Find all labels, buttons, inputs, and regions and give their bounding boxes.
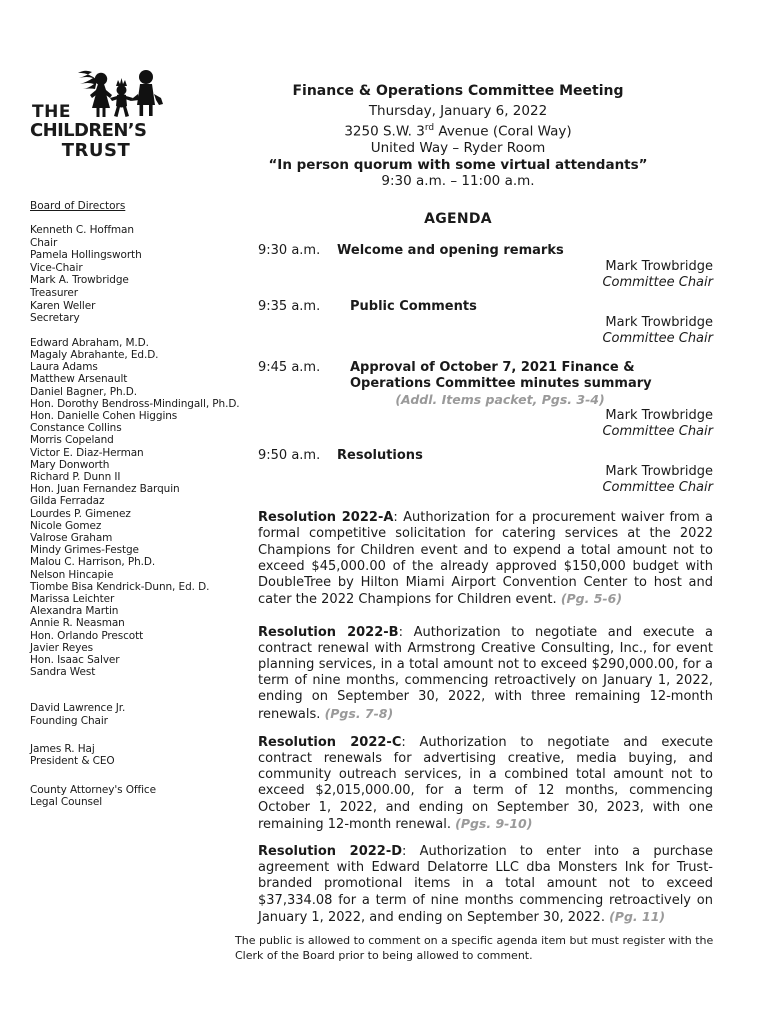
agenda-item-title: Approval of October 7, 2021 Finance & Operations Committee minutes summary [350,360,652,392]
agenda-item-resolutions [258,448,713,496]
member-name: Hon. Juan Fernandez Barquin [30,483,180,496]
address-suffix: Avenue (Coral Way) [434,123,572,140]
agenda-item-title: Public Comments [350,299,477,315]
address-ordinal: rd [424,122,435,133]
agenda-item-welcome [258,243,713,291]
officer-name: Mark A. Trowbridge [30,274,129,287]
officer-title: Secretary [30,312,80,325]
meeting-header [258,83,658,190]
resolution-text: : Authorization to negotiate and execute a contract renewal with Armstrong Creative Consulting, Inc., for event planning services, in a total amount not to exceed $290,000.00, for a term of nine months, commencing retroactively on January 1, 2022, ending on September 30, 2022, with three remaining 12-month renewals. [258,624,714,722]
member-name: Hon. Danielle Cohen Higgins [30,409,178,422]
public-comment-note: The public is allowed to comment on a specific agenda item but must register with the Clerk of the Board prior to being allowed to comment. [235,934,714,962]
agenda-time: 9:50 a.m. [258,448,321,464]
main-content [258,83,713,926]
agenda-item-title: Welcome and opening remarks [337,243,564,259]
agenda-time: 9:30 a.m. [258,243,321,259]
resolution-label: Resolution 2022-D [258,843,403,859]
member-name: Matthew Arsenault [30,373,128,386]
resolution-2022-c [258,735,713,833]
member-name: Tiombe Bisa Kendrick-Dunn, Ed. D. [30,580,210,593]
resolution-text: : Authorization to negotiate and execute contract renewals for advertising creative, media buying, and community outreach services, in a combined total amount not to exceed $2,015,000.00, for a term of 12 months, commencing October 1, 2022, and ending on September 30, 2023, with one remaining 12-month renewal. [258,734,713,832]
member-name: Constance Collins [30,422,122,435]
member-name: Laura Adams [30,361,98,374]
address-prefix: 3250 S.W. 3 [344,123,425,140]
president-name: James R. Haj [30,742,95,755]
page-reference: (Pg. 5-6) [560,591,623,607]
meeting-date: Thursday, January 6, 2022 [368,102,548,119]
president-entry [30,743,248,768]
officer-name: Pamela Hollingsworth [30,249,142,262]
resolution-label: Resolution 2022-A [258,510,394,526]
sidebar [30,68,248,809]
member-name: Annie R. Neasman [30,617,125,630]
officer-list [30,224,248,325]
presenter-role: Committee Chair [602,424,713,440]
resolution-2022-a [258,510,713,608]
page-reference: (Pgs. 9-10) [455,815,533,831]
member-name: Alexandra Martin [30,605,119,618]
founding-chair-entry [30,702,248,727]
member-name: Hon. Isaac Salver [30,654,120,667]
children-figures-icon [76,68,168,120]
member-name: Hon. Orlando Prescott [30,629,144,642]
presenter-role: Committee Chair [602,480,713,496]
agenda-time: 9:35 a.m. [258,299,321,315]
founding-chair-name: David Lawrence Jr. [30,702,126,715]
officer-title: Chair [30,236,58,249]
member-name: Javier Reyes [30,641,94,654]
page-reference: (Pg. 11) [609,908,666,924]
agenda-heading: AGENDA [424,211,492,228]
resolution-label: Resolution 2022-C [258,734,402,750]
resolution-2022-d [258,844,713,926]
founding-chair-title: Founding Chair [30,715,108,728]
member-name: Malou C. Harrison, Ph.D. [30,556,156,569]
member-name: Lourdes P. Gimenez [30,507,131,520]
member-name: Nelson Hincapie [30,568,114,581]
member-name: Valrose Graham [30,532,113,544]
resolution-text: : Authorization to enter into a purchase agreement with Edward Delatorre LLC dba Monsters Ink for Trust-branded promotional items in a total amount not to exceed $37,334.08 for a term of nine months commencing retroactively on January 1, 2022, and ending on September 30, 2022. [258,843,713,925]
officer-name: Karen Weller [30,299,96,312]
member-name: Nicole Gomez [30,519,102,532]
logo-text-childrens: CHILDREN’S [30,120,147,141]
member-name: Magaly Abrahante, Ed.D. [30,348,159,361]
member-name: Sandra West [30,666,96,679]
member-name: Daniel Bagner, Ph.D. [30,385,137,398]
logo-text-trust: TRUST [61,140,131,161]
legal-counsel-entry [30,784,248,809]
presenter-name: Mark Trowbridge [605,408,713,424]
meeting-title: Finance & Operations Committee Meeting [292,83,624,99]
meeting-time-range: 9:30 a.m. – 11:00 a.m. [381,173,535,190]
resolution-text: : Authorization for a procurement waiver from a formal competitive solicitation for catering services at the 2022 Champions for Children event and to expend a total amount not to exceed $45,000.00 of the already approved $150,000 budget with DoubleTree by Hilton Miami Airport Convention Center to host and cater the 2022 Champions for Children event. [258,510,713,608]
member-name: Hon. Dorothy Bendross-Mindingall, Ph.D. [30,397,240,410]
quorum-note: “In person quorum with some virtual attendants” [268,156,648,173]
logo-text-the: THE [32,102,71,122]
presenter-role: Committee Chair [602,275,713,291]
resolution-label: Resolution 2022-B [258,624,399,640]
member-name: Edward Abraham, M.D. [30,336,149,349]
counsel-name: County Attorney's Office [30,783,156,796]
member-list [30,337,248,679]
counsel-title: Legal Counsel [30,796,103,809]
resolution-2022-b [258,625,713,723]
agenda-item-title: Resolutions [337,448,423,464]
packet-note: (Addl. Items packet, Pgs. 3-4) [395,392,605,408]
agenda-time: 9:45 a.m. [258,360,321,376]
meeting-location: United Way – Ryder Room [370,139,546,156]
agenda-item-minutes-approval [258,360,713,440]
board-of-directors-heading: Board of Directors [30,200,126,212]
member-name: Morris Copeland [30,434,114,447]
member-name: Victor E. Diaz-Herman [30,446,144,459]
member-name: Marissa Leichter [30,593,115,606]
officer-name: Kenneth C. Hoffman [30,224,134,236]
officer-title: Vice-Chair [30,261,83,274]
member-name: Gilda Ferradaz [30,495,105,508]
officer-title: Treasurer [30,286,78,299]
meeting-address [258,120,658,140]
agenda-item-public-comments [258,299,713,347]
presenter-name: Mark Trowbridge [605,315,713,331]
presenter-name: Mark Trowbridge [605,464,713,480]
member-name: Richard P. Dunn II [30,470,121,483]
presenter-role: Committee Chair [602,331,713,347]
page-reference: (Pgs. 7-8) [324,705,394,721]
presenter-name: Mark Trowbridge [605,259,713,275]
president-title: President & CEO [30,755,115,768]
member-name: Mary Donworth [30,458,110,471]
member-name: Mindy Grimes-Festge [30,544,139,557]
childrens-trust-logo [30,68,170,163]
